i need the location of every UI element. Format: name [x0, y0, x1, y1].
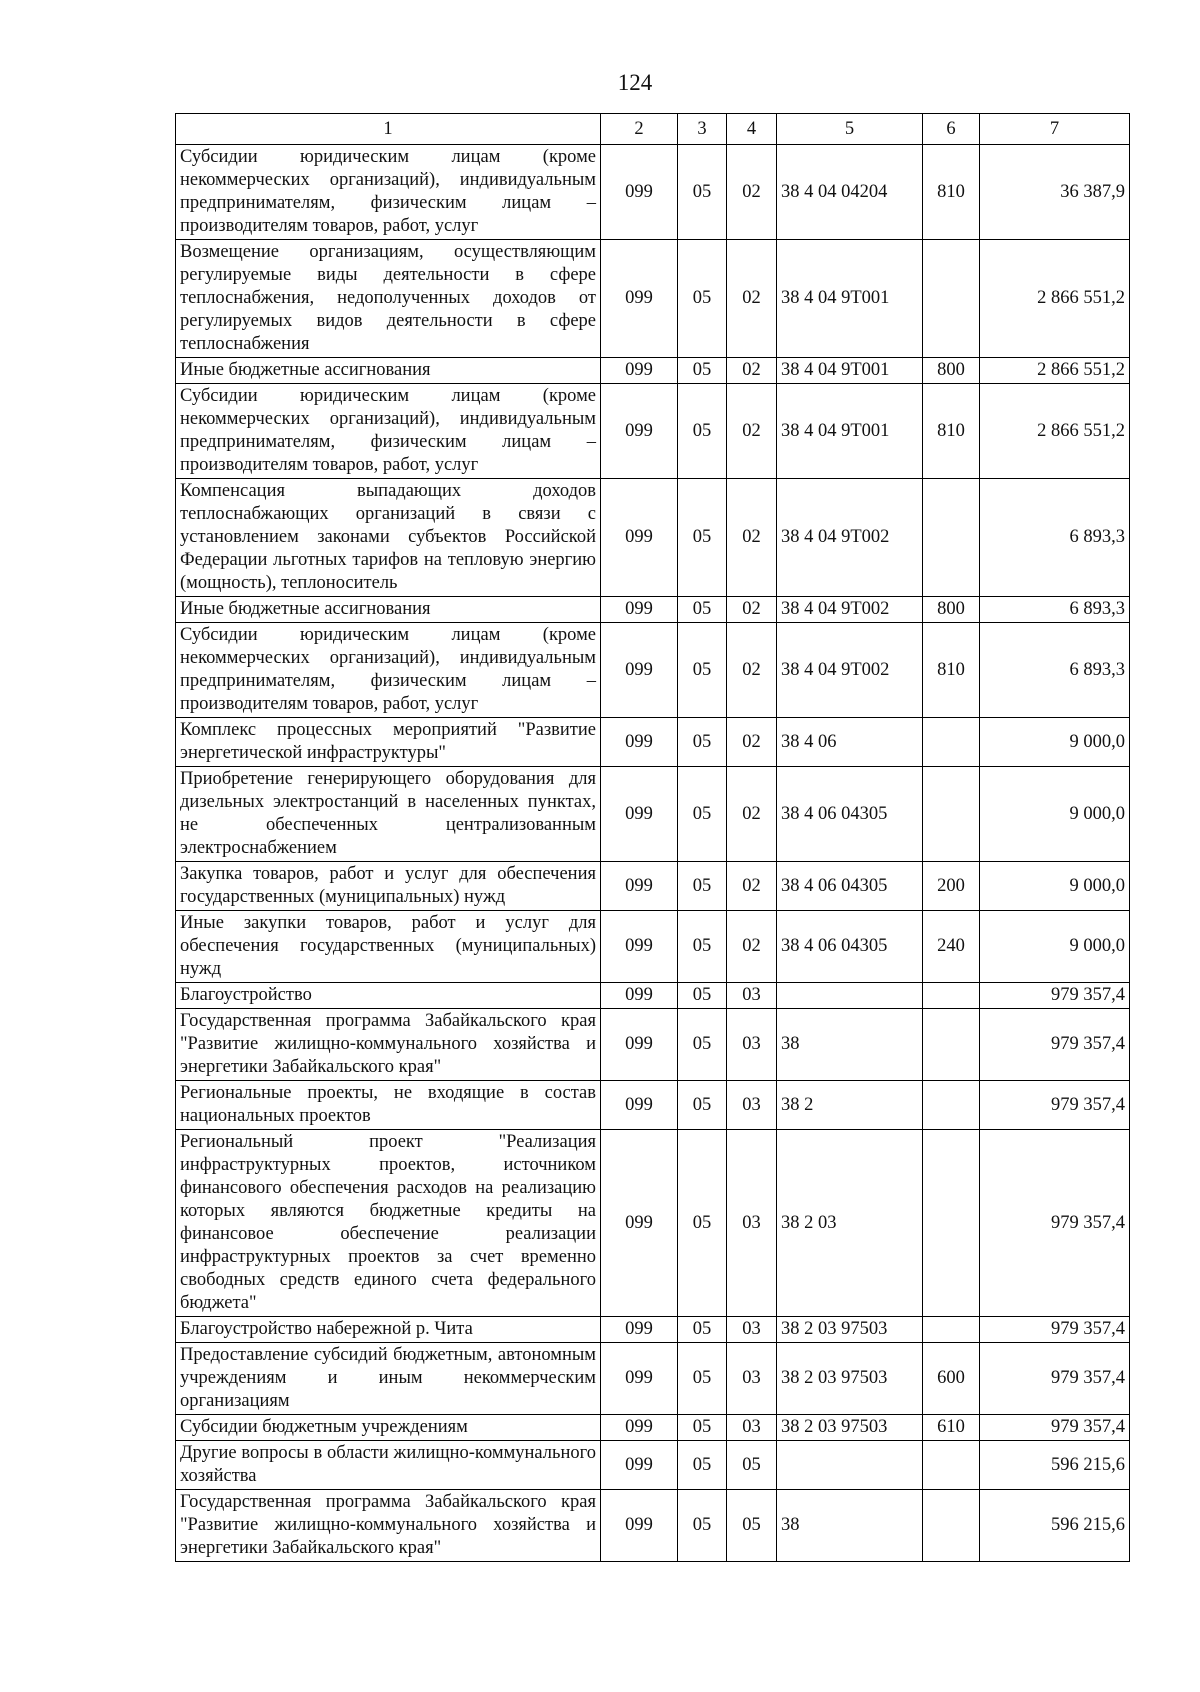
- expense-type-cell: 610: [923, 1415, 980, 1441]
- target-article-cell: 38 4 06 04305: [777, 911, 923, 983]
- expense-type-cell: [923, 767, 980, 862]
- ministry-code-cell: 099: [601, 597, 678, 623]
- item-name-cell: Региональные проекты, не входящие в состав национальных проектов: [176, 1081, 601, 1130]
- ministry-code-cell: 099: [601, 1441, 678, 1490]
- subsection-code-cell: 03: [727, 1317, 777, 1343]
- section-code-cell: 05: [678, 1009, 727, 1081]
- expense-type-cell: 810: [923, 623, 980, 718]
- subsection-code-cell: 03: [727, 1415, 777, 1441]
- item-name-cell: Иные бюджетные ассигнования: [176, 358, 601, 384]
- column-header: 4: [727, 114, 777, 145]
- item-name-cell: Закупка товаров, работ и услуг для обеспечения государственных (муниципальных) нужд: [176, 862, 601, 911]
- target-article-cell: 38 4 04 9Т002: [777, 479, 923, 597]
- amount-cell: 979 357,4: [980, 1317, 1130, 1343]
- column-header: 5: [777, 114, 923, 145]
- item-name-cell: Возмещение организациям, осуществляющим регулируемые виды деятельности в сфере теплоснабжения, недополученных доходов от регулируемых видов деятельности в сфере теплоснабжения: [176, 240, 601, 358]
- expense-type-cell: 810: [923, 384, 980, 479]
- item-name-cell: Региональный проект "Реализация инфраструктурных проектов, источником финансового обеспечения расходов на реализацию которых являются бюджетные кредиты на финансовое обеспечение реализации инфраструктурных проектов за счет временно свободных средств единого счета федерального бюджета": [176, 1130, 601, 1317]
- ministry-code-cell: 099: [601, 1009, 678, 1081]
- expense-type-cell: 200: [923, 862, 980, 911]
- ministry-code-cell: 099: [601, 1415, 678, 1441]
- amount-cell: 979 357,4: [980, 1415, 1130, 1441]
- subsection-code-cell: 05: [727, 1441, 777, 1490]
- section-code-cell: 05: [678, 479, 727, 597]
- ministry-code-cell: 099: [601, 240, 678, 358]
- subsection-code-cell: 03: [727, 1009, 777, 1081]
- section-code-cell: 05: [678, 145, 727, 240]
- amount-cell: 979 357,4: [980, 983, 1130, 1009]
- column-header: 7: [980, 114, 1130, 145]
- column-header: 3: [678, 114, 727, 145]
- subsection-code-cell: 03: [727, 1081, 777, 1130]
- table-row: [176, 1317, 1130, 1343]
- target-article-cell: 38 4 04 9Т001: [777, 240, 923, 358]
- expense-type-cell: [923, 1441, 980, 1490]
- expense-type-cell: 600: [923, 1343, 980, 1415]
- expense-type-cell: [923, 1081, 980, 1130]
- table-row: [176, 1130, 1130, 1317]
- amount-cell: 2 866 551,2: [980, 240, 1130, 358]
- table-row: [176, 983, 1130, 1009]
- section-code-cell: 05: [678, 983, 727, 1009]
- subsection-code-cell: 02: [727, 384, 777, 479]
- item-name-cell: Государственная программа Забайкальского края "Развитие жилищно-коммунального хозяйства и энергетики Забайкальского края": [176, 1490, 601, 1562]
- expense-type-cell: [923, 1009, 980, 1081]
- subsection-code-cell: 02: [727, 911, 777, 983]
- section-code-cell: 05: [678, 597, 727, 623]
- ministry-code-cell: 099: [601, 479, 678, 597]
- subsection-code-cell: 02: [727, 597, 777, 623]
- amount-cell: 596 215,6: [980, 1441, 1130, 1490]
- expense-type-cell: [923, 983, 980, 1009]
- section-code-cell: 05: [678, 1343, 727, 1415]
- expense-type-cell: 800: [923, 597, 980, 623]
- item-name-cell: Субсидии юридическим лицам (кроме некоммерческих организаций), индивидуальным предпринимателям, физическим лицам – производителям товаров, работ, услуг: [176, 384, 601, 479]
- amount-cell: 36 387,9: [980, 145, 1130, 240]
- item-name-cell: Благоустройство набережной р. Чита: [176, 1317, 601, 1343]
- ministry-code-cell: 099: [601, 983, 678, 1009]
- table-row: [176, 145, 1130, 240]
- target-article-cell: [777, 1441, 923, 1490]
- ministry-code-cell: 099: [601, 1081, 678, 1130]
- table-row: [176, 862, 1130, 911]
- section-code-cell: 05: [678, 862, 727, 911]
- target-article-cell: 38: [777, 1009, 923, 1081]
- expense-type-cell: [923, 1490, 980, 1562]
- target-article-cell: 38 4 06 04305: [777, 862, 923, 911]
- table-row: [176, 911, 1130, 983]
- expense-type-cell: [923, 479, 980, 597]
- table-row: [176, 623, 1130, 718]
- column-header: 6: [923, 114, 980, 145]
- amount-cell: 6 893,3: [980, 623, 1130, 718]
- item-name-cell: Другие вопросы в области жилищно-коммунального хозяйства: [176, 1441, 601, 1490]
- page-number: 124: [617, 70, 653, 95]
- amount-cell: 596 215,6: [980, 1490, 1130, 1562]
- amount-cell: 9 000,0: [980, 718, 1130, 767]
- target-article-cell: 38 4 04 9Т001: [777, 358, 923, 384]
- target-article-cell: 38 2 03: [777, 1130, 923, 1317]
- subsection-code-cell: 03: [727, 1130, 777, 1317]
- ministry-code-cell: 099: [601, 1490, 678, 1562]
- section-code-cell: 05: [678, 1317, 727, 1343]
- subsection-code-cell: 02: [727, 862, 777, 911]
- amount-cell: 9 000,0: [980, 862, 1130, 911]
- subsection-code-cell: 03: [727, 1343, 777, 1415]
- expense-type-cell: [923, 1317, 980, 1343]
- ministry-code-cell: 099: [601, 862, 678, 911]
- target-article-cell: 38: [777, 1490, 923, 1562]
- amount-cell: 9 000,0: [980, 911, 1130, 983]
- table-row: [176, 358, 1130, 384]
- subsection-code-cell: 02: [727, 718, 777, 767]
- section-code-cell: 05: [678, 358, 727, 384]
- target-article-cell: 38 4 04 04204: [777, 145, 923, 240]
- target-article-cell: [777, 983, 923, 1009]
- amount-cell: 979 357,4: [980, 1081, 1130, 1130]
- section-code-cell: 05: [678, 384, 727, 479]
- table-row: [176, 1441, 1130, 1490]
- subsection-code-cell: 02: [727, 767, 777, 862]
- ministry-code-cell: 099: [601, 911, 678, 983]
- budget-table: [175, 113, 1130, 1562]
- amount-cell: 2 866 551,2: [980, 358, 1130, 384]
- subsection-code-cell: 02: [727, 358, 777, 384]
- subsection-code-cell: 05: [727, 1490, 777, 1562]
- table-row: [176, 384, 1130, 479]
- ministry-code-cell: 099: [601, 1317, 678, 1343]
- item-name-cell: Субсидии юридическим лицам (кроме некоммерческих организаций), индивидуальным предпринимателям, физическим лицам – производителям товаров, работ, услуг: [176, 623, 601, 718]
- item-name-cell: Субсидии бюджетным учреждениям: [176, 1415, 601, 1441]
- target-article-cell: 38 4 04 9Т001: [777, 384, 923, 479]
- expense-type-cell: [923, 1130, 980, 1317]
- ministry-code-cell: 099: [601, 145, 678, 240]
- table-row: [176, 240, 1130, 358]
- amount-cell: 6 893,3: [980, 479, 1130, 597]
- table-row: [176, 1009, 1130, 1081]
- expense-type-cell: 240: [923, 911, 980, 983]
- section-code-cell: 05: [678, 911, 727, 983]
- subsection-code-cell: 02: [727, 145, 777, 240]
- expense-type-cell: 810: [923, 145, 980, 240]
- target-article-cell: 38 4 06 04305: [777, 767, 923, 862]
- table-row: [176, 718, 1130, 767]
- amount-cell: 979 357,4: [980, 1009, 1130, 1081]
- subsection-code-cell: 02: [727, 479, 777, 597]
- amount-cell: 979 357,4: [980, 1130, 1130, 1317]
- amount-cell: 979 357,4: [980, 1343, 1130, 1415]
- item-name-cell: Благоустройство: [176, 983, 601, 1009]
- amount-cell: 6 893,3: [980, 597, 1130, 623]
- item-name-cell: Иные бюджетные ассигнования: [176, 597, 601, 623]
- table-body: [176, 145, 1130, 1562]
- section-code-cell: 05: [678, 1441, 727, 1490]
- expense-type-cell: 800: [923, 358, 980, 384]
- table-row: [176, 1415, 1130, 1441]
- table-row: [176, 1343, 1130, 1415]
- ministry-code-cell: 099: [601, 718, 678, 767]
- item-name-cell: Субсидии юридическим лицам (кроме некоммерческих организаций), индивидуальным предпринимателям, физическим лицам – производителям товаров, работ, услуг: [176, 145, 601, 240]
- target-article-cell: 38 2: [777, 1081, 923, 1130]
- item-name-cell: Приобретение генерирующего оборудования для дизельных электростанций в населенных пунктах, не обеспеченных централизованным электроснабжением: [176, 767, 601, 862]
- amount-cell: 2 866 551,2: [980, 384, 1130, 479]
- section-code-cell: 05: [678, 1130, 727, 1317]
- item-name-cell: Компенсация выпадающих доходов теплоснабжающих организаций в связи с установлением законами субъектов Российской Федерации льготных тарифов на тепловую энергию (мощность), теплоноситель: [176, 479, 601, 597]
- table-row: [176, 597, 1130, 623]
- section-code-cell: 05: [678, 1415, 727, 1441]
- section-code-cell: 05: [678, 240, 727, 358]
- section-code-cell: 05: [678, 718, 727, 767]
- subsection-code-cell: 03: [727, 983, 777, 1009]
- ministry-code-cell: 099: [601, 384, 678, 479]
- amount-cell: 9 000,0: [980, 767, 1130, 862]
- subsection-code-cell: 02: [727, 240, 777, 358]
- ministry-code-cell: 099: [601, 1130, 678, 1317]
- ministry-code-cell: 099: [601, 623, 678, 718]
- section-code-cell: 05: [678, 767, 727, 862]
- ministry-code-cell: 099: [601, 767, 678, 862]
- column-header: 1: [176, 114, 601, 145]
- target-article-cell: 38 4 06: [777, 718, 923, 767]
- expense-type-cell: [923, 718, 980, 767]
- section-code-cell: 05: [678, 1490, 727, 1562]
- item-name-cell: Иные закупки товаров, работ и услуг для обеспечения государственных (муниципальных) нужд: [176, 911, 601, 983]
- target-article-cell: 38 4 04 9Т002: [777, 623, 923, 718]
- subsection-code-cell: 02: [727, 623, 777, 718]
- target-article-cell: 38 2 03 97503: [777, 1415, 923, 1441]
- item-name-cell: Предоставление субсидий бюджетным, автономным учреждениям и иным некоммерческим организациям: [176, 1343, 601, 1415]
- item-name-cell: Комплекс процессных мероприятий "Развитие энергетической инфраструктуры": [176, 718, 601, 767]
- expense-type-cell: [923, 240, 980, 358]
- ministry-code-cell: 099: [601, 358, 678, 384]
- table-row: [176, 1490, 1130, 1562]
- item-name-cell: Государственная программа Забайкальского края "Развитие жилищно-коммунального хозяйства и энергетики Забайкальского края": [176, 1009, 601, 1081]
- table-header-row: [176, 114, 1130, 145]
- table-row: [176, 1081, 1130, 1130]
- table-row: [176, 767, 1130, 862]
- ministry-code-cell: 099: [601, 1343, 678, 1415]
- table-row: [176, 479, 1130, 597]
- target-article-cell: 38 4 04 9Т002: [777, 597, 923, 623]
- section-code-cell: 05: [678, 1081, 727, 1130]
- target-article-cell: 38 2 03 97503: [777, 1317, 923, 1343]
- target-article-cell: 38 2 03 97503: [777, 1343, 923, 1415]
- column-header: 2: [601, 114, 678, 145]
- section-code-cell: 05: [678, 623, 727, 718]
